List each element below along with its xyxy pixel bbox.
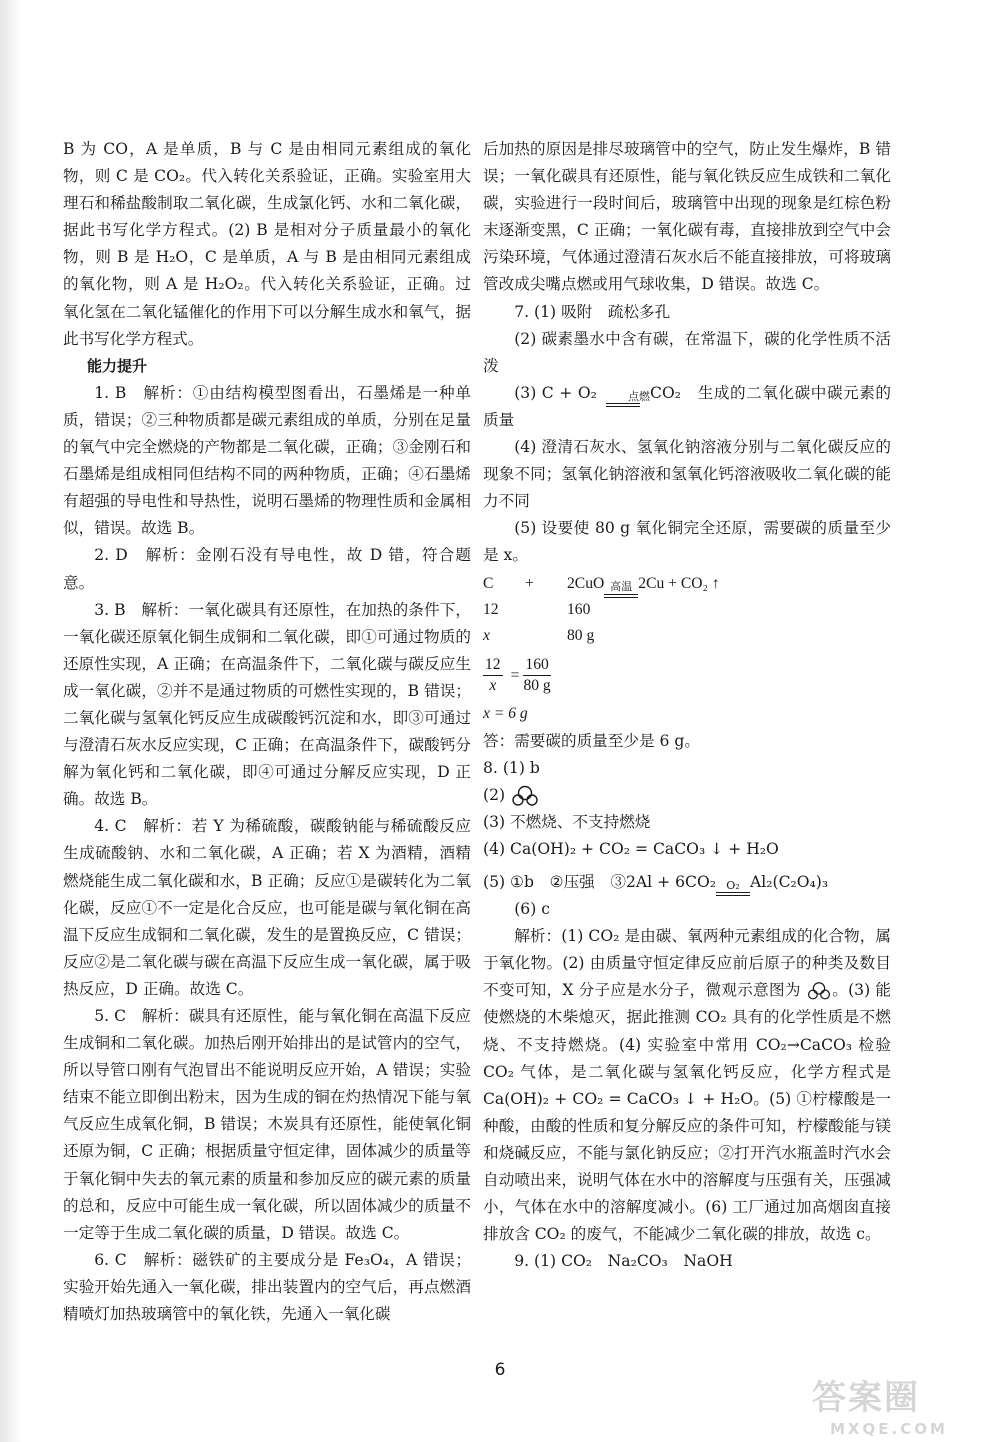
equals-sign — [604, 594, 638, 598]
answer-q7-5: (5) 设要使 80 g 氧化铜完全还原，需要碳的质量至少是 x。 — [483, 519, 891, 565]
equation-left: (5) ①b ②压强 ③2Al + 6CO₂ — [483, 872, 716, 891]
result-row — [483, 702, 891, 728]
answer-q8-6: (6) c — [514, 900, 550, 919]
fraction-right — [523, 655, 550, 696]
denominator: x — [489, 677, 497, 694]
eq-carbon: C — [483, 575, 494, 593]
result: x = 6 g — [483, 705, 528, 723]
condition-label: 高温 — [610, 580, 633, 593]
unknown-x: x — [483, 627, 490, 645]
reaction-condition — [604, 581, 638, 598]
given-mass: 80 g — [567, 627, 595, 645]
calculation-block — [483, 572, 891, 728]
numerator: 160 — [523, 655, 550, 676]
water-molecule-icon — [806, 981, 832, 1001]
answer-q7-2: (2) 碳素墨水中含有碳，在常温下，碳的化学性质不活泼 — [483, 329, 891, 375]
equals-sign — [716, 892, 750, 896]
answer-q4: 4. C 解析：若 Y 为稀硫酸，碳酸钠能与稀硫酸反应生成硫酸钠、水和二氧化碳，A 正确；若 X 为酒精，酒精燃烧能生成二氧化碳和水，B 正确；反应①是碳转化为二氧化碳，反应①不一定是化合反应，也可能是碳与氧化铜在高温下反应生成铜和二氧化碳，发生的是置换反应，C 错误；反应②是二氧化碳与碳在高温下反应生成一氧化碳，属于吸热反应，D 正确。故选 C。 — [63, 817, 471, 998]
condition-label: 点燃 — [628, 389, 651, 403]
equals-sign — [606, 403, 640, 407]
fraction-left — [483, 655, 503, 696]
numerator: 12 — [483, 655, 503, 676]
reaction-condition — [597, 390, 650, 407]
answer-q6: 6. C 解析：磁铁矿的主要成分是 Fe₃O₄，A 错误；实验开始先通入一氧化碳，排出装置内的空气后，再点燃酒精喷灯加热玻璃管中的氧化铁，先通入一氧化碳 — [63, 1250, 471, 1324]
analysis-text: 解析：(1) CO₂ 是由碳、氧两种元素组成的化合物，属于氧化物。(2) 由质量守恒定律反应前后原子的种类及数目不变可知，X 分子应是水分子，微观示意图为 — [483, 927, 891, 1000]
watermark-url: MXQE.COM — [830, 1420, 948, 1438]
answer-q8-5 — [483, 869, 891, 896]
eq-reactant: 2CuO — [567, 575, 605, 593]
right-column — [483, 136, 891, 1275]
answer-q8-4: (4) Ca(OH)₂ + CO₂ = CaCO₃ ↓ + H₂O — [483, 839, 779, 858]
answer-q7-1: 7. (1) 吸附 疏松多孔 — [514, 302, 671, 321]
equation-row — [483, 572, 891, 598]
left-column — [63, 136, 471, 1328]
proportion-row — [483, 650, 891, 702]
answer-statement: 答：需要碳的质量至少是 6 g。 — [483, 731, 700, 750]
answer-q7-3 — [483, 380, 891, 434]
answer-q8-2 — [483, 782, 891, 809]
answer-q7-4: (4) 澄清石灰水、氢氧化钠溶液分别与二氧化碳反应的现象不同；氢氧化钠溶液和氢氧化钙溶液吸收二氧化碳的能力不同 — [483, 438, 891, 511]
analysis-text: 。(3) 能使燃烧的木柴熄灭，据此推测 CO₂ 具有的化学性质是不燃烧、不支持燃烧。(4) 实验室中常用 CO₂→CaCO₃ 检验 CO₂ 气体，是二氧化碳与氢氧化钙反应，化学方程式是 Ca(OH)₂ + CO₂ = CaCO₃ ↓ + H₂O。(5) ①柠檬酸是一种酸，由酸的性质和复分解反应的条件可知，柠檬酸能与镁和烧碱反应，不能与氯化钠反应；②打开汽水瓶盖时汽水会自动喷出来，说明气体在水中的溶解度与压强有关，压强减小，气体在水中的溶解度减小。(6) 工厂通过加高烟囱直接排放含 CO₂ 的废气，不能减少二氧化碳的排放，故选 c。 — [483, 981, 891, 1244]
eq-product: 2Cu + CO₂ ↑ — [638, 575, 720, 593]
analysis-paragraph — [483, 923, 891, 1248]
equation-left: (3) C + O₂ — [514, 383, 597, 402]
equals: = — [510, 666, 520, 684]
condition-label: O₂ — [726, 879, 740, 893]
water-molecule-icon — [510, 785, 540, 807]
mass-cuo: 160 — [567, 601, 591, 619]
equation-right: Al₂(C₂O₄)₃ — [750, 872, 829, 891]
mass-carbon: 12 — [483, 601, 499, 619]
answer-q3: 3. B 解析：一氧化碳具有还原性，在加热的条件下，一氧化碳还原氧化铜生成铜和二氧化碳，即①可通过物质的还原性实现，A 正确；在高温条件下，二氧化碳与碳反应生成一氧化碳，②并不是通过物质的可燃性实现的，B 错误；二氧化碳与氢氧化钙反应生成碳酸钙沉淀和水，即③可通过与澄清石灰水反应实现，C 正确；在高温条件下，碳酸钙分解为氧化钙和二氧化碳，即④可通过分解反应实现，D 正确。故选 B。 — [63, 600, 471, 809]
mass-row — [483, 598, 891, 624]
answer-q1: 1. B 解析：①由结构模型图看出，石墨烯是一种单质，错误；②三种物质都是碳元素组成的单质，分别在足量的氧气中完全燃烧的产物都是二氧化碳，正确；③金刚石和石墨烯是组成相同但结构不同的两种物质，正确；④石墨烯有超强的导电性和导热性，说明石墨烯的物理性质和金属相似，错误。故选 B。 — [63, 383, 471, 538]
answer-q8-1: 8. (1) b — [483, 758, 540, 777]
label: (2) — [483, 785, 506, 804]
answer-q2: 2. D 解析：金刚石没有导电性，故 D 错，符合题意。 — [63, 546, 471, 592]
unknown-row — [483, 624, 891, 650]
answer-q8-3: (3) 不燃烧、不支持燃烧 — [483, 812, 651, 831]
paragraph: 后加热的原因是排尽玻璃管中的空气，防止发生爆炸，B 错误；一氧化碳具有还原性，能与氧化铁反应生成铁和二氧化碳，实验进行一段时间后，玻璃管中出现的现象是红棕色粉末逐渐变黑，C 正确；一氧化碳有毒，直接排放到空气中会污染环境，气体通过澄清石灰水后不能直接排放，可将玻璃管改成尖嘴点燃或用气球收集，D 错误。故选 C。 — [483, 140, 891, 294]
page-number: 6 — [494, 1360, 506, 1380]
paragraph: B 为 CO，A 是单质，B 与 C 是由相同元素组成的氧化物，则 C 是 CO₂。代入转化关系验证，正确。实验室用大理石和稀盐酸制取二氧化碳，生成氯化钙、水和二氧化碳，据此书写化学方程式。(2) B 是相对分子质量最小的氧化物，则 B 是 H₂O，C 是单质，A 与 B 是由相同元素组成的氧化物，则 A 是 H₂O₂。代入转化关系验证，正确。过氧化氢在二氧化锰催化的作用下可以分解生成水和氧气，据此书写化学方程式。 — [63, 140, 471, 348]
equation-right: CO₂ 生成的二氧化碳中碳元素的质量 — [483, 383, 891, 429]
eq-plus: + — [525, 575, 534, 593]
page-edge-shadow — [0, 0, 22, 1442]
section-heading: 能力提升 — [87, 356, 148, 375]
answer-q9: 9. (1) CO₂ Na₂CO₃ NaOH — [514, 1252, 733, 1271]
watermark-logo — [812, 1370, 992, 1440]
watermark-text: 答案圈 — [812, 1378, 920, 1418]
denominator: 80 g — [523, 677, 551, 694]
reaction-condition — [716, 879, 750, 896]
answer-q5: 5. C 解析：碳具有还原性，能与氧化铜在高温下反应生成铜和二氧化碳。加热后刚开始排出的是试管内的空气，所以导管口刚有气泡冒出不能说明反应开始，A 错误；实验结束不能立即倒出粉末，因为生成的铜在灼热情况下能与氧气反应生成氧化铜，B 错误；木炭具有还原性，能使氧化铜还原为铜，C 正确；根据质量守恒定律，固体减少的质量等于氧化铜中失去的氧元素的质量和参加反应的碳元素的质量的总和，反应中可能生成一氧化碳，所以固体减少的质量不一定等于生成二氧化碳的质量，D 错误。故选 C。 — [63, 1007, 471, 1242]
